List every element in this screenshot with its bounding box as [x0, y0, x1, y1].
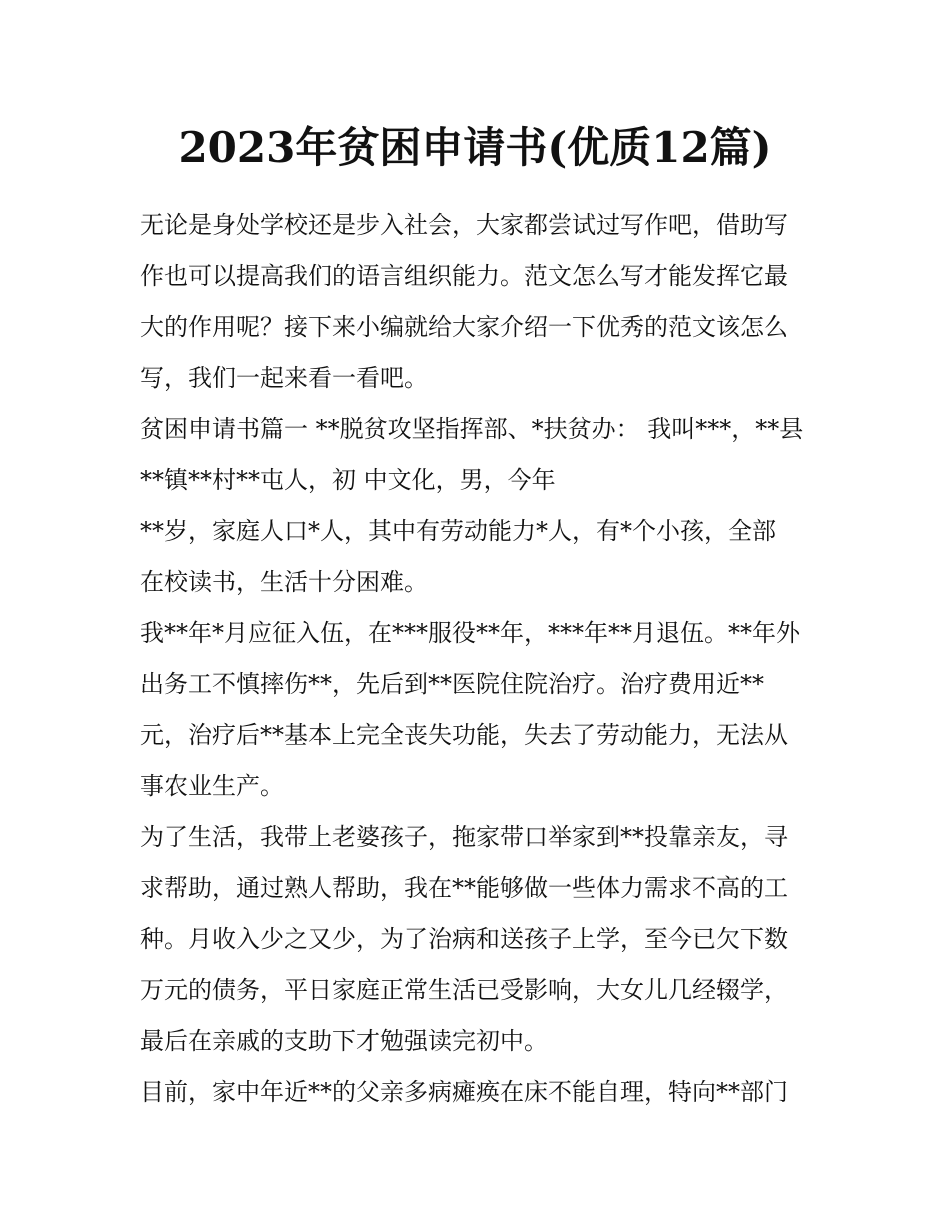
- body-line: 事农业生产。: [140, 772, 284, 800]
- body-line: 求帮助，通过熟人帮助，我在**能够做一些体力需求不高的工: [140, 874, 788, 902]
- body-line: 出务工不慎摔伤**，先后到**医院住院治疗。治疗费用近**: [140, 670, 764, 698]
- body-line: 目前，家中年近**的父亲多病瘫痪在床不能自理，特向**部门: [140, 1078, 788, 1106]
- body-line: 最后在亲戚的支助下才勉强读完初中。: [140, 1027, 548, 1055]
- body-line: 元，治疗后**基本上完全丧失功能，失去了劳动能力，无法从: [140, 721, 788, 749]
- body-line: 我**年*月应征入伍，在***服役**年，***年**月退伍。**年外: [140, 619, 800, 647]
- body-line: 在校读书，生活十分困难。: [140, 568, 428, 596]
- body-line: 写，我们一起来看一看吧。: [140, 364, 428, 392]
- body-line: 作也可以提高我们的语言组织能力。范文怎么写才能发挥它最: [140, 262, 788, 290]
- body-line: 种。月收入少之又少，为了治病和送孩子上学，至今已欠下数: [140, 925, 788, 953]
- document-body: [140, 200, 830, 1118]
- body-line: 万元的债务，平日家庭正常生活已受影响，大女儿几经辍学，: [140, 976, 788, 1004]
- body-line: 为了生活，我带上老婆孩子，拖家带口举家到**投靠亲友，寻: [140, 823, 788, 851]
- body-line: **镇**村**屯人，初 中文化，男，今年: [140, 466, 556, 494]
- body-line: 贫困申请书篇一 **脱贫攻坚指挥部、*扶贫办： 我叫***，**县: [140, 415, 804, 443]
- document-title: 2023年贫困申请书(优质12篇): [178, 123, 772, 172]
- body-line: **岁，家庭人口*人，其中有劳动能力*人，有*个小孩，全部: [140, 517, 776, 545]
- body-line: 无论是身处学校还是步入社会，大家都尝试过写作吧，借助写: [140, 211, 788, 239]
- body-line: 大的作用呢？接下来小编就给大家介绍一下优秀的范文该怎么: [140, 313, 788, 341]
